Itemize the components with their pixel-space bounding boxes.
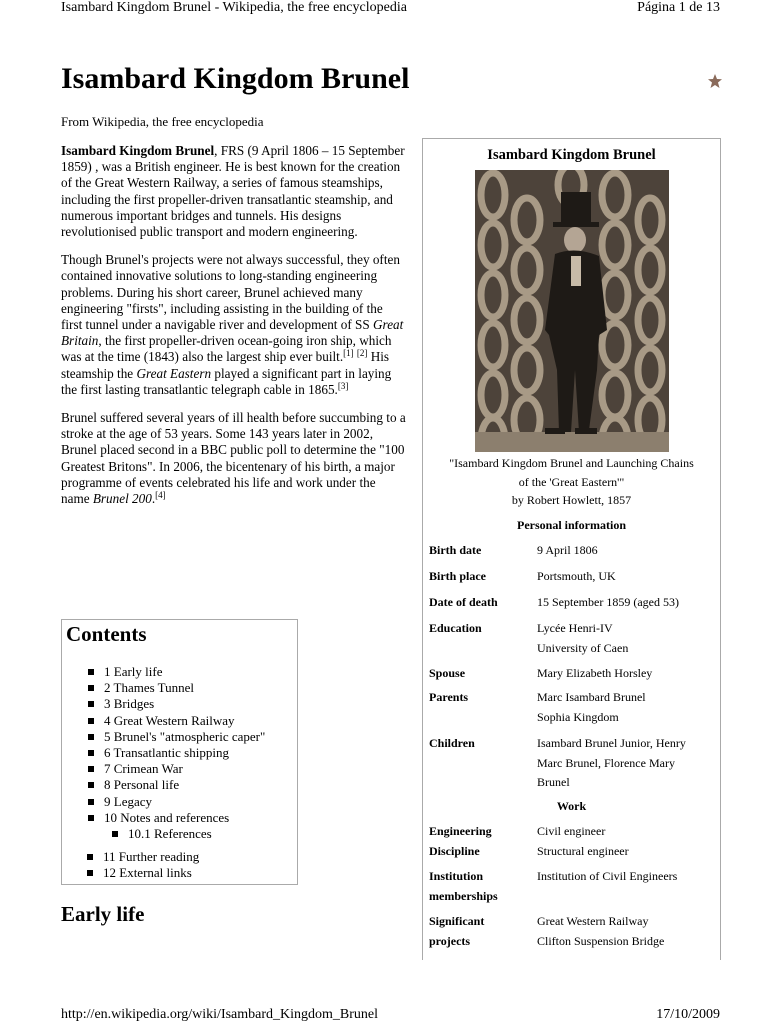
label-line: Engineering (429, 824, 492, 838)
toc-item[interactable] (88, 810, 265, 826)
toc-item[interactable] (88, 713, 265, 729)
row-label: Education (429, 621, 482, 635)
toc-subitem[interactable] (88, 826, 265, 842)
bullet-icon (88, 701, 94, 707)
bullet-icon (88, 782, 94, 788)
row-value[interactable] (537, 619, 717, 658)
value-line[interactable]: Lycée Henri-IV (537, 621, 613, 635)
value-line[interactable]: Clifton Suspension Bridge (537, 933, 665, 948)
infobox (422, 138, 721, 960)
toc-item-label: 4 Great Western Railway (104, 712, 235, 728)
intro-text: , FRS (9 April 1806 – 15 September 1859) , was a British engineer. He is best known for the creation of the Great Western Railway, a series of famous steamships, including the first propeller-driven transatlantic steamship, and numerous important bridges and tunnels. His designs revolutionised public transport and modern engineering. (61, 143, 405, 240)
bullet-icon (112, 831, 118, 837)
ship-link-great-britain[interactable]: Great Britain (61, 317, 404, 349)
caption-credit: by Robert Howlett, 1857 (511, 493, 632, 507)
toc-item-label: 3 Bridges (104, 696, 155, 712)
row-label (429, 822, 529, 861)
toc-item[interactable] (88, 696, 265, 712)
personal-info-heading: Personal information (517, 518, 626, 532)
toc-item[interactable] (88, 729, 265, 745)
toc-item-label: 9 Legacy (104, 793, 153, 809)
toc-list (88, 664, 265, 842)
row-value[interactable]: Institution of Civil Engineers (537, 869, 678, 883)
ship-link-great-eastern[interactable]: Great Eastern (136, 365, 212, 381)
projects-text-d: played a significant part in laying the first lasting transatlantic telegraph cable in 1865. (61, 365, 392, 397)
toc-item[interactable] (87, 849, 199, 865)
projects-text-b: , the first propeller-driven ocean-going iron ship, which was at the time (1843) also the largest ship ever built. (61, 333, 392, 365)
ref-2[interactable]: [2] (356, 348, 368, 359)
toc-list-continued (87, 849, 199, 881)
subject-name: Isambard Kingdom Brunel (61, 143, 215, 158)
bullet-icon (88, 685, 94, 691)
bullet-icon (88, 815, 94, 821)
label-line: Discipline (429, 843, 480, 858)
bullet-icon (88, 718, 94, 724)
label-line: Institution (429, 869, 484, 883)
print-header-title: Isambard Kingdom Brunel - Wikipedia, the free encyclopedia (61, 0, 407, 15)
section-heading-early-life: Early life (61, 902, 145, 926)
bullet-icon (88, 750, 94, 756)
toc-subitem-label: 10.1 References (128, 826, 212, 842)
row-label: Parents (429, 690, 469, 704)
label-line: Significant (429, 914, 485, 928)
row-value[interactable] (537, 912, 717, 951)
row-value[interactable] (537, 688, 717, 727)
row-value[interactable] (537, 822, 717, 861)
ref-4[interactable]: [4] (155, 490, 166, 501)
value-line[interactable]: Marc Isambard Brunel (537, 690, 646, 704)
row-value: 9 April 1806 (537, 543, 598, 557)
toc-item[interactable] (87, 865, 199, 881)
toc-item-label: 7 Crimean War (104, 761, 183, 777)
toc-item-label: 1 Early life (104, 664, 163, 679)
toc-item[interactable] (88, 761, 265, 777)
toc-item-label: 5 Brunel's "atmospheric caper" (104, 728, 266, 744)
row-label: Birth date (429, 543, 482, 557)
value-line[interactable]: Civil engineer (537, 824, 606, 838)
page-title: Isambard Kingdom Brunel (61, 62, 410, 95)
toc-item-label: 6 Transatlantic shipping (104, 745, 229, 761)
toc-title: Contents (66, 622, 147, 646)
caption-line: of the 'Great Eastern'" (518, 474, 625, 489)
legacy-text-a: Brunel suffered several years of ill health before succumbing to a stroke at the age of 53 years. Some 143 years later in 2002, Brunel placed second in a BBC public poll to determine the "100 Greatest Britons". In 2006, the bicentenary of his birth, a major programme of events celebrated his life and work under the name (61, 410, 406, 507)
toc-item[interactable] (88, 777, 265, 793)
legacy-paragraph (61, 410, 406, 507)
value-line[interactable]: Sophia Kingdom (537, 709, 619, 724)
row-label (429, 912, 529, 951)
infobox-title: Isambard Kingdom Brunel (487, 147, 656, 163)
bullet-icon (88, 799, 94, 805)
value-line[interactable]: University of Caen (537, 640, 629, 655)
toc-item[interactable] (88, 680, 265, 696)
bullet-icon (87, 870, 93, 876)
table-of-contents (61, 619, 298, 885)
projects-text-c: His steamship the (61, 349, 390, 381)
print-footer-date: 17/10/2009 (656, 1007, 720, 1022)
portrait-image (475, 170, 669, 452)
row-value: 15 September 1859 (aged 53) (537, 595, 679, 609)
row-label: Date of death (429, 595, 498, 609)
toc-item[interactable] (88, 745, 265, 761)
toc-item-label: 12 External links (103, 865, 192, 881)
row-label: Children (429, 736, 475, 750)
ref-1[interactable]: [1] (343, 348, 354, 359)
projects-text-a: Though Brunel's projects were not always successful, they often contained innovative solutions to long-standing engineering problems. During his short career, Brunel achieved many engineering "firsts", including assisting in the building of the first tunnel under a navigable river and development of SS (61, 252, 400, 333)
article-body (61, 143, 406, 519)
bullet-icon (88, 766, 94, 772)
toc-item[interactable] (88, 664, 265, 680)
toc-item-label: 11 Further reading (103, 849, 200, 864)
toc-item[interactable] (88, 794, 265, 810)
toc-item-label: 8 Personal life (104, 777, 180, 793)
row-value[interactable]: Isambard Brunel Junior, Henry Marc Brunel, Florence Mary Brunel (537, 736, 686, 789)
print-footer-url: http://en.wikipedia.org/wiki/Isambard_Kingdom_Brunel (61, 1007, 379, 1022)
row-label: Spouse (429, 666, 466, 680)
row-value[interactable]: Mary Elizabeth Horsley (537, 666, 653, 680)
bullet-icon (88, 734, 94, 740)
caption-line: "Isambard Kingdom Brunel and Launching Chains (449, 456, 694, 470)
bullet-icon (87, 854, 93, 860)
toc-item-label: 10 Notes and references (104, 809, 230, 825)
row-label (429, 867, 529, 906)
row-label: Birth place (429, 569, 486, 583)
label-line: projects (429, 933, 471, 948)
intro-paragraph (61, 143, 406, 240)
featured-star-icon (707, 73, 723, 89)
brunel-200-link[interactable]: Brunel 200 (92, 491, 152, 507)
value-line[interactable]: Great Western Railway (537, 914, 649, 928)
bullet-icon (88, 669, 94, 675)
legacy-text-b: . (151, 491, 156, 507)
projects-paragraph (61, 252, 406, 398)
label-line: memberships (429, 888, 498, 903)
image-caption (423, 454, 720, 510)
print-header-page-number: Página 1 de 13 (637, 0, 720, 15)
row-value[interactable]: Portsmouth, UK (537, 569, 616, 583)
work-heading: Work (556, 799, 587, 813)
source-note: From Wikipedia, the free encyclopedia (61, 114, 264, 129)
toc-item-label: 2 Thames Tunnel (104, 680, 195, 696)
ref-3[interactable]: [3] (337, 380, 349, 391)
value-line[interactable]: Structural engineer (537, 843, 629, 858)
